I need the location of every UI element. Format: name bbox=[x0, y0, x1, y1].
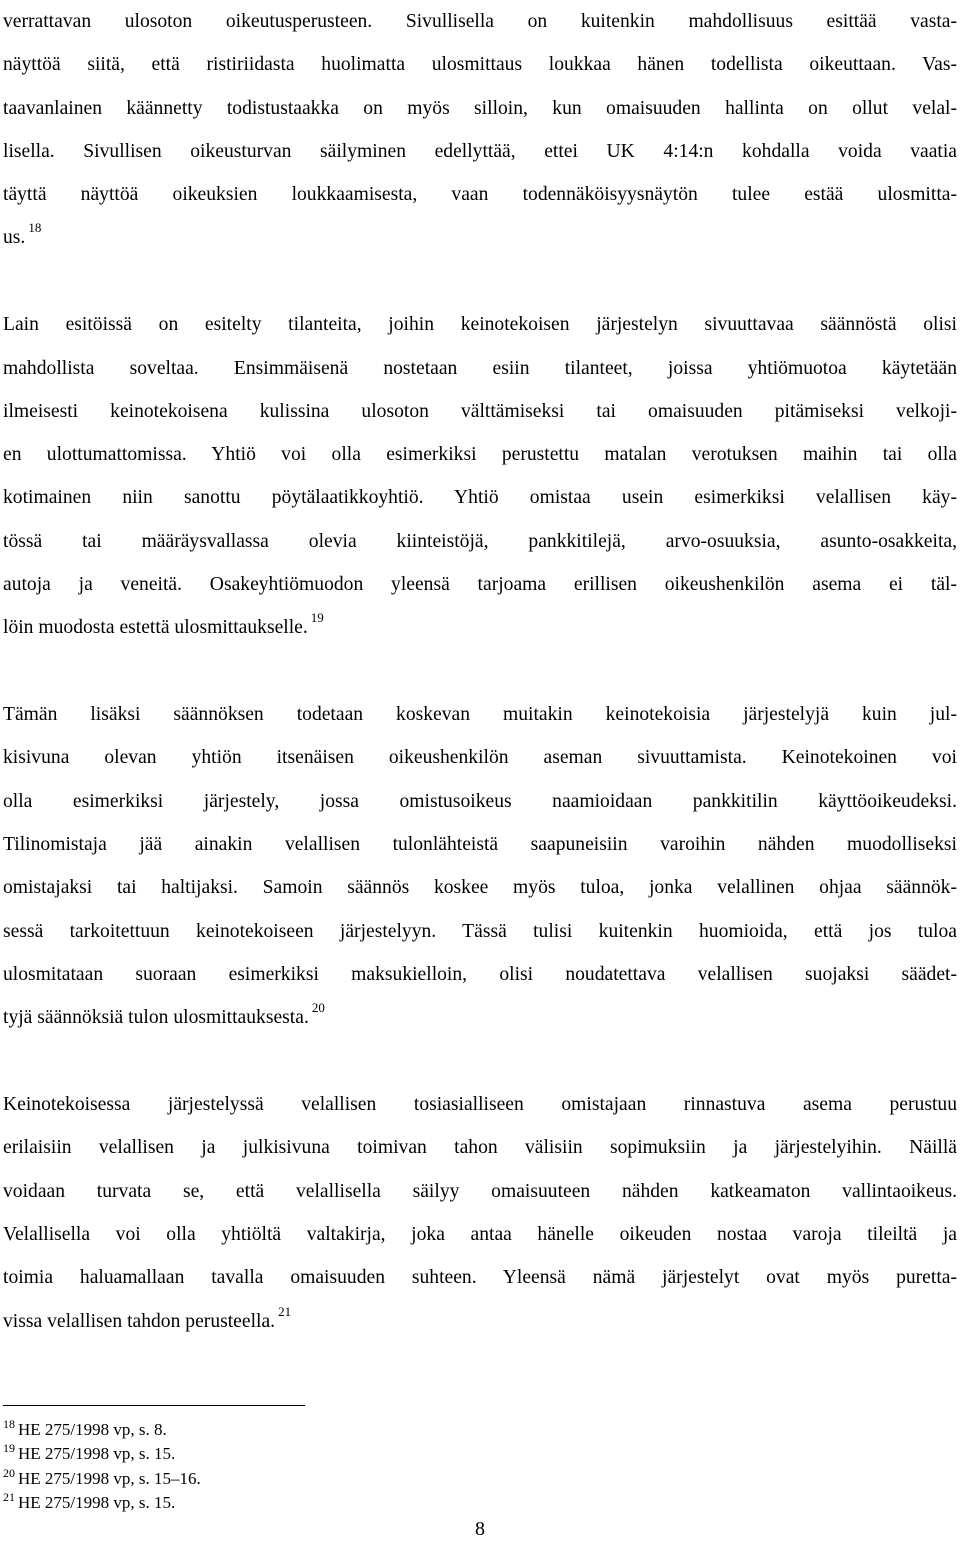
footnote-text: HE 275/1998 vp, s. 15. bbox=[18, 1444, 176, 1464]
paragraph-line: omistajaksi tai haltijaksi. Samoin säännös koskee myös tuloa, jonka velallinen ohjaa säännök- bbox=[3, 877, 957, 899]
paragraph-line-text: vissa velallisen tahdon perusteella. bbox=[3, 1310, 276, 1332]
paragraph-line: Tämän lisäksi säännöksen todetaan koskevan muitakin keinotekoisia järjestelyjä kuin jul- bbox=[3, 704, 957, 726]
paragraph-line: Keinotekoisessa järjestelyssä velallisen tosiasialliseen omistajaan rinnastuva asema perustuu bbox=[3, 1094, 957, 1116]
paragraph-line: Lain esitöissä on esitelty tilanteita, joihin keinotekoisen järjestelyn sivuuttavaa säännöstä olisi bbox=[3, 314, 957, 336]
paragraph-line: toimia haluamallaan tavalla omaisuuden suhteen. Yleensä nämä järjestelyt ovat myös puretta- bbox=[3, 1267, 957, 1289]
paragraph-line: kisivuna olevan yhtiön itsenäisen oikeushenkilön aseman sivuuttamista. Keinotekoinen voi bbox=[3, 747, 957, 769]
paragraph-line: sessä tarkoitettuun keinotekoiseen järjestelyyn. Tässä tulisi kuitenkin huomioida, että jos tuloa bbox=[3, 920, 957, 942]
footnote-number: 19 bbox=[3, 1441, 15, 1456]
paragraph-last-line bbox=[3, 996, 957, 1039]
paragraph-last-line bbox=[3, 606, 957, 649]
footnote-text: HE 275/1998 vp, s. 15–16. bbox=[18, 1468, 201, 1488]
paragraph-2 bbox=[3, 303, 957, 649]
paragraph-1 bbox=[3, 0, 957, 260]
paragraph-line: ilmeisesti keinotekoisena kulissina ulosoton välttämiseksi tai omaisuuden pitämiseksi velkoji- bbox=[3, 400, 957, 422]
footnote-ref[interactable]: 18 bbox=[28, 220, 42, 236]
paragraph-line: taavanlainen käännetty todistustaakka on myös silloin, kun omaisuuden hallinta on ollut velal- bbox=[3, 97, 957, 119]
footnote-number: 20 bbox=[3, 1465, 15, 1480]
paragraph-line: täyttä näyttöä oikeuksien loukkaamisesta, vaan todennäköisyysnäytön tulee estää ulosmitta- bbox=[3, 184, 957, 206]
paragraph-3 bbox=[3, 693, 957, 1039]
paragraph-line: näyttöä siitä, että ristiriidasta huolimatta ulosmittaus loukkaa hänen todellista oikeuttaan. Vas- bbox=[3, 54, 957, 76]
paragraph-line: Tilinomistaja jää ainakin velallisen tulonlähteistä saapuneisiin varoihin nähden muodolliseksi bbox=[3, 834, 957, 856]
paragraph-line: autoja ja veneitä. Osakeyhtiömuodon yleensä tarjoama erillisen oikeushenkilön asema ei täl- bbox=[3, 574, 957, 596]
paragraph-line: voidaan turvata se, että velallisella säilyy omaisuuteen nähden katkeamaton vallintaoikeus. bbox=[3, 1180, 957, 1202]
paragraph-line: ulosmitataan suoraan esimerkiksi maksukielloin, olisi noudatettava velallisen suojaksi säädet- bbox=[3, 963, 957, 985]
paragraph-line: lisella. Sivullisen oikeusturvan säilyminen edellyttää, ettei UK 4:14:n kohdalla voida vaatia bbox=[3, 140, 957, 162]
footnote-number: 21 bbox=[3, 1489, 15, 1504]
document-page bbox=[3, 0, 957, 1343]
paragraph-last-line bbox=[3, 216, 957, 259]
paragraph-line: en ulottumattomissa. Yhtiö voi olla esimerkiksi perustettu matalan verotuksen maihin tai olla bbox=[3, 444, 957, 466]
footnote-item bbox=[3, 1418, 503, 1442]
footnote-item bbox=[3, 1442, 503, 1466]
page-number: 8 bbox=[475, 1518, 485, 1540]
paragraph-line: erilaisiin velallisen ja julkisivuna toimivan tahon välisiin sopimuksiin ja järjestelyihin. Näillä bbox=[3, 1137, 957, 1159]
paragraph-line: verrattavan ulosoton oikeutusperusteen. Sivullisella on kuitenkin mahdollisuus esittää vasta- bbox=[3, 11, 957, 32]
paragraph-line-text: tyjä säännöksiä tulon ulosmittauksesta. bbox=[3, 1007, 309, 1029]
paragraph-line: kotimainen niin sanottu pöytälaatikkoyhtiö. Yhtiö omistaa usein esimerkiksi velallisen käy- bbox=[3, 487, 957, 509]
paragraph-4 bbox=[3, 1083, 957, 1343]
footnote-text: HE 275/1998 vp, s. 8. bbox=[18, 1420, 167, 1439]
paragraph-line: Velallisella voi olla yhtiöltä valtakirja, joka antaa hänelle oikeuden nostaa varoja tileiltä ja bbox=[3, 1223, 957, 1245]
footnote-separator bbox=[3, 1405, 305, 1406]
footnote-item bbox=[3, 1491, 503, 1515]
paragraph-line: olla esimerkiksi järjestely, jossa omistusoikeus naamioidaan pankkitilin käyttöoikeudeksi. bbox=[3, 790, 957, 812]
paragraph-line-text: us. bbox=[3, 227, 26, 249]
paragraph-line-text: löin muodosta estettä ulosmittaukselle. bbox=[3, 617, 308, 639]
footnote-ref[interactable]: 21 bbox=[278, 1303, 292, 1319]
footnote-number: 18 bbox=[3, 1417, 15, 1431]
footnote-ref[interactable]: 19 bbox=[310, 610, 324, 626]
footnotes-section bbox=[3, 1405, 503, 1515]
footnote-text: HE 275/1998 vp, s. 15. bbox=[18, 1492, 176, 1512]
paragraph-line: tössä tai määräysvallassa olevia kiinteistöjä, pankkitilejä, arvo-osuuksia, asunto-osakkeita, bbox=[3, 530, 957, 552]
footnote-item bbox=[3, 1467, 503, 1491]
paragraph-line: mahdollista soveltaa. Ensimmäisenä nostetaan esiin tilanteet, joissa yhtiömuotoa käytetään bbox=[3, 357, 957, 379]
footnote-ref[interactable]: 20 bbox=[311, 1000, 325, 1016]
paragraph-last-line bbox=[3, 1300, 957, 1343]
